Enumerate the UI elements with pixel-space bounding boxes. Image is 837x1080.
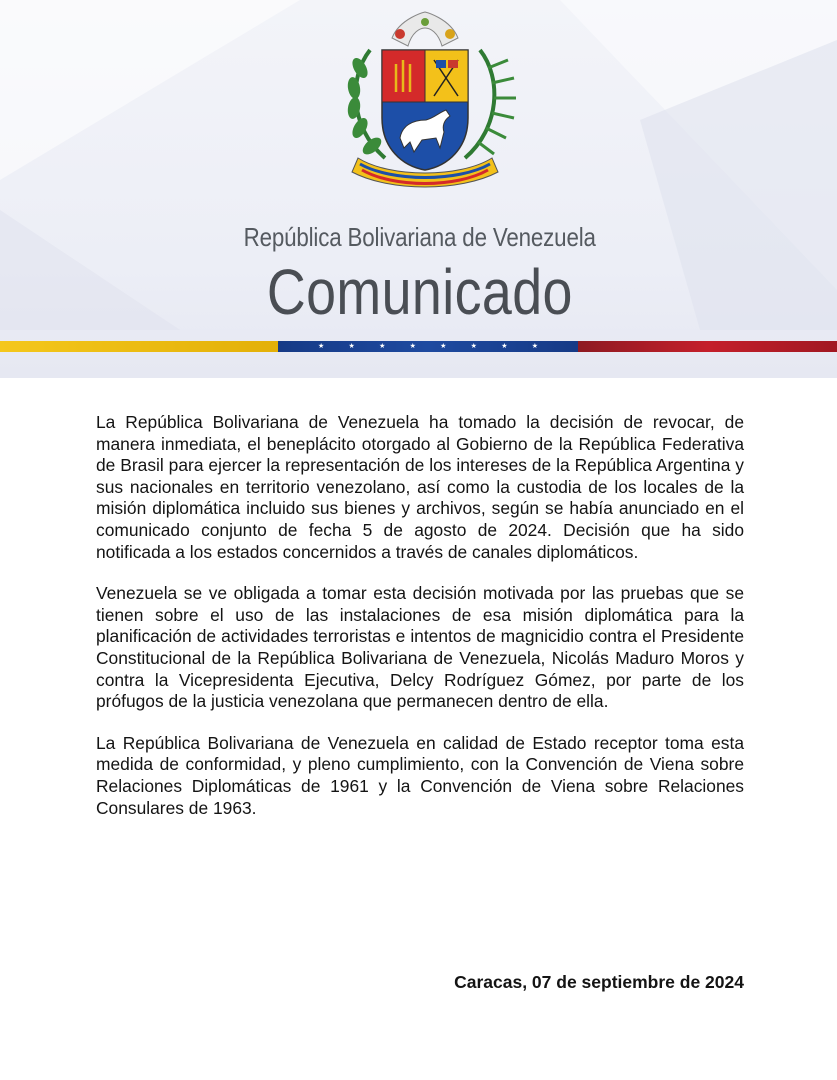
place-and-date: Caracas, 07 de septiembre de 2024 <box>454 972 744 992</box>
flag-stripe-red <box>578 341 837 352</box>
star-icon: ★ <box>318 343 325 350</box>
flag-stars <box>318 342 538 352</box>
paragraph: Venezuela se ve obligada a tomar esta decisión motivada por las pruebas que se tienen sobre el uso de las instalaciones de esa misión diplomática para la planificación de actividades terroristas e intentos de magnicidio contra el Presidente Constitucional de la República Bolivariana de Venezuela, Nicolás Maduro Moros y contra la Vicepresidenta Ejecutiva, Delcy Rodríguez Gómez, por parte de los prófugos de la justicia venezolana que permanecen dentro de ella. <box>96 583 744 712</box>
star-icon: ★ <box>531 343 538 350</box>
document-header <box>0 0 837 378</box>
country-name: República Bolivariana de Venezuela <box>243 222 596 252</box>
flag-stripe-yellow <box>0 341 278 352</box>
star-icon: ★ <box>501 343 508 350</box>
star-icon: ★ <box>379 343 386 350</box>
star-icon: ★ <box>409 343 416 350</box>
page-title: Comunicado <box>266 256 573 328</box>
paragraph: La República Bolivariana de Venezuela ha tomado la decisión de revocar, de manera inmediata, el beneplácito otorgado al Gobierno de la República Federativa de Brasil para ejercer la representación de los intereses de la República Argentina y sus nacionales en territorio venezolano, así como la custodia de los locales de la misión diplomática incluido sus bienes y archivos, según se había anunciado en el comunicado conjunto de fecha 5 de agosto de 2024. Decisión que ha sido notificada a los estados concernidos a través de canales diplomáticos. <box>96 412 744 562</box>
star-icon: ★ <box>440 343 447 350</box>
star-icon: ★ <box>348 343 355 350</box>
star-icon: ★ <box>470 343 477 350</box>
paragraph: La República Bolivariana de Venezuela en calidad de Estado receptor toma esta medida de conformidad, y pleno cumplimiento, con la Convención de Viena sobre Relaciones Diplomáticas de 1961 y la Convención de Viena sobre Relaciones Consulares de 1963. <box>96 732 744 818</box>
coat-of-arms-icon <box>330 8 520 193</box>
communique-body <box>96 412 744 839</box>
